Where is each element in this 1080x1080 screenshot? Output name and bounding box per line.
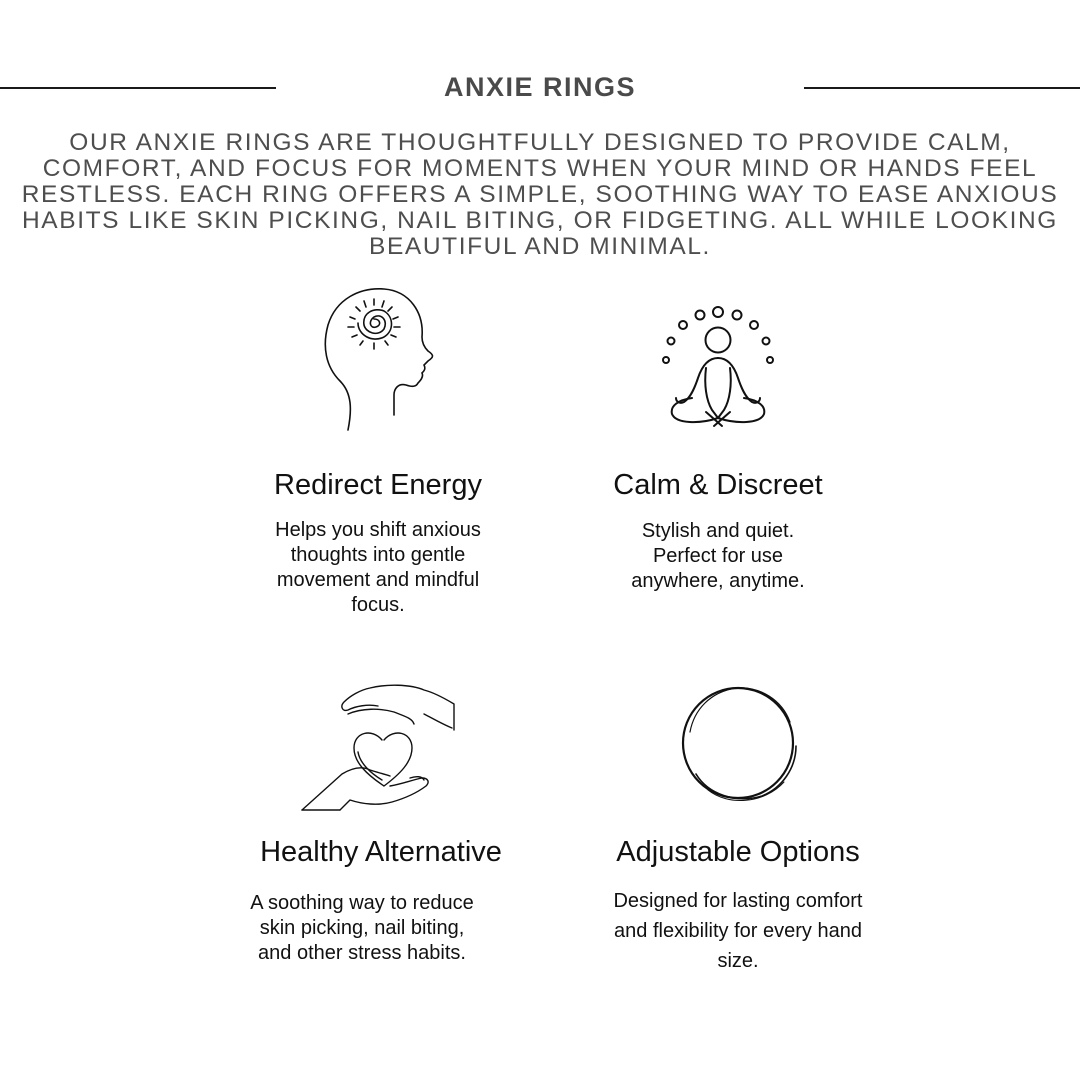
meditation-icon bbox=[656, 302, 780, 432]
feature-desc-redirect-energy: Helps you shift anxious thoughts into gentle movement and mindful focus. bbox=[275, 519, 481, 616]
head-spiral-icon bbox=[318, 285, 440, 435]
intro-text: OUR ANXIE RINGS ARE THOUGHTFULLY DESIGNED TO PROVIDE CALM, COMFORT, AND FOCUS FOR MOMENTS WHEN YOUR MIND OR HANDS FEEL RESTLESS. EACH RING OFFERS A SIMPLE, SOOTHING WAY TO EASE ANXIOUS HABITS LIKE SKIN PICKING, NAIL BITING, OR FIDGETING. ALL WHILE LOOKING BEAUTIFUL AND MINIMAL. bbox=[21, 129, 1059, 260]
feature-title-redirect-energy: Redirect Energy bbox=[274, 469, 482, 501]
hands-heart-icon bbox=[300, 682, 458, 814]
feature-title-healthy-alternative: Healthy Alternative bbox=[260, 836, 502, 868]
ring-icon bbox=[678, 682, 802, 806]
feature-desc-adjustable-options: Designed for lasting comfort and flexibility for every hand size. bbox=[613, 890, 863, 972]
feature-title-adjustable-options: Adjustable Options bbox=[616, 836, 860, 868]
page-title: ANXIE RINGS bbox=[443, 72, 637, 102]
feature-desc-calm-discreet: Stylish and quiet. Perfect for use anywhere, anytime. bbox=[631, 520, 805, 592]
feature-title-calm-discreet: Calm & Discreet bbox=[613, 469, 823, 501]
feature-desc-healthy-alternative: A soothing way to reduce skin picking, nail biting, and other stress habits. bbox=[250, 892, 474, 964]
